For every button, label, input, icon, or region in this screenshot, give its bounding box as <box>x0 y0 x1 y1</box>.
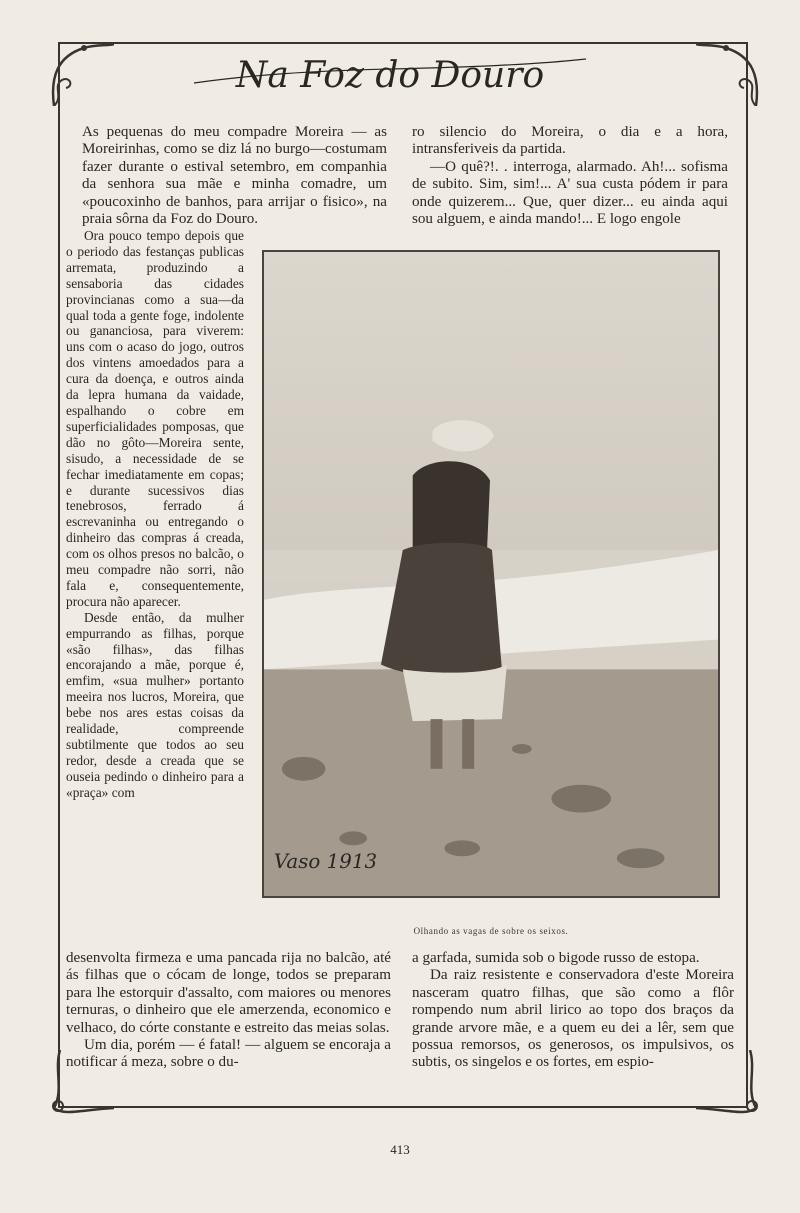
paragraph: Desde então, da mulher empurrando as filhas, porque «são filhas», das filhas encorajando a mãe, porque é, emfim, «sua mulher» portanto meeira nos lucros, Moreira, que bebe nos ares estas coisas da realidade, compreende subtilmente que todos ao seu redor, desde a creada que se ouseia pedindo o dinheiro para a «praça» com <box>66 609 244 800</box>
column-left-wrap <box>66 228 244 801</box>
paragraph: desenvolta firmeza e uma pancada rija no balcão, até ás filhas que o cócam de longe, todos se preparam para lhe estorquir d'assalto, com maiores ou menores ternuras, o dinheiro que ele amerzenda, economico e velhaco, do córte constante e estreito das meias solas. <box>66 950 391 1036</box>
column-left-top <box>82 124 387 228</box>
column-right-top <box>412 124 728 228</box>
paragraph: As pequenas do meu compadre Moreira — as Moreirinhas, como se diz lá no burgo—costumam fazer durante o estival setembro, em companhia da senhora sua mãe e minha comadre, um «poucoxinho de banhos, para arrijar o fisico», na praia sôrna da Foz do Douro. <box>82 124 387 228</box>
photo-signature: Vaso 1913 <box>273 850 378 874</box>
page-number: 413 <box>390 1142 410 1157</box>
paragraph: Da raiz resistente e conservadora d'este Moreira nasceram quatro filhas, que são como a flôr rompendo num abril lirico ao topo dos braços da grande arvore mãe, e a quem eu dei a lêr, sem que possua remorsos, os generosos, os impulsivos, os subtis, os singelos e os fortes, em espio- <box>412 967 734 1071</box>
page-title-text: Na Foz do Douro <box>235 55 545 96</box>
paragraph: ro silencio do Moreira, o dia e a hora, intransferiveis da partida. <box>412 124 728 158</box>
corner-ornament-top-right <box>696 36 766 106</box>
column-bottom-left <box>66 950 391 1072</box>
corner-ornament-top-left <box>44 36 114 106</box>
paragraph: —O quê?!. . interroga, alarmado. Ah!... sofisma de subito. Sim, sim!... A' sua custa pódem ir para onde quizerem... Que, quer dizer... eu ainda aqui sou alguem, e ainda mando!... E logo engole <box>412 158 728 228</box>
page-title <box>190 45 590 105</box>
paragraph: a garfada, sumida sob o bigode russo de estopa. <box>412 950 700 966</box>
photo-caption: Olhando as vagas de sobre os seixos. <box>413 926 569 936</box>
paragraph: Um dia, porém — é fatal! — alguem se encoraja a notificar á meza, sobre o du- <box>66 1037 391 1071</box>
column-bottom-right <box>412 950 734 1072</box>
photograph-woman-on-beach <box>262 250 720 898</box>
paragraph: Ora pouco tempo depois que o periodo das festanças publicas arremata, produzindo a sensaboria das cidades provincianas como a sua—da qual toda a gente foge, indolente ou gananciosa, para viverem: uns com o acaso do jogo, outros dos vintens amoedados para a cura da doença, e outros ainda da lepra humana da vaidade, espalhando o cobre em superficialidades pomposas, que dão no gôto—Moreira sente, sisudo, a necessidade de se fechar imediatamente em copas; e durante sucessivos dias tenebrosos, ferrado á escrevaninha ou entregando o dinheiro das compras á creada, com os olhos presos no balcão, o meu compadre não sorri, não fala e, consequentemente, procura não aparecer. <box>66 228 244 609</box>
